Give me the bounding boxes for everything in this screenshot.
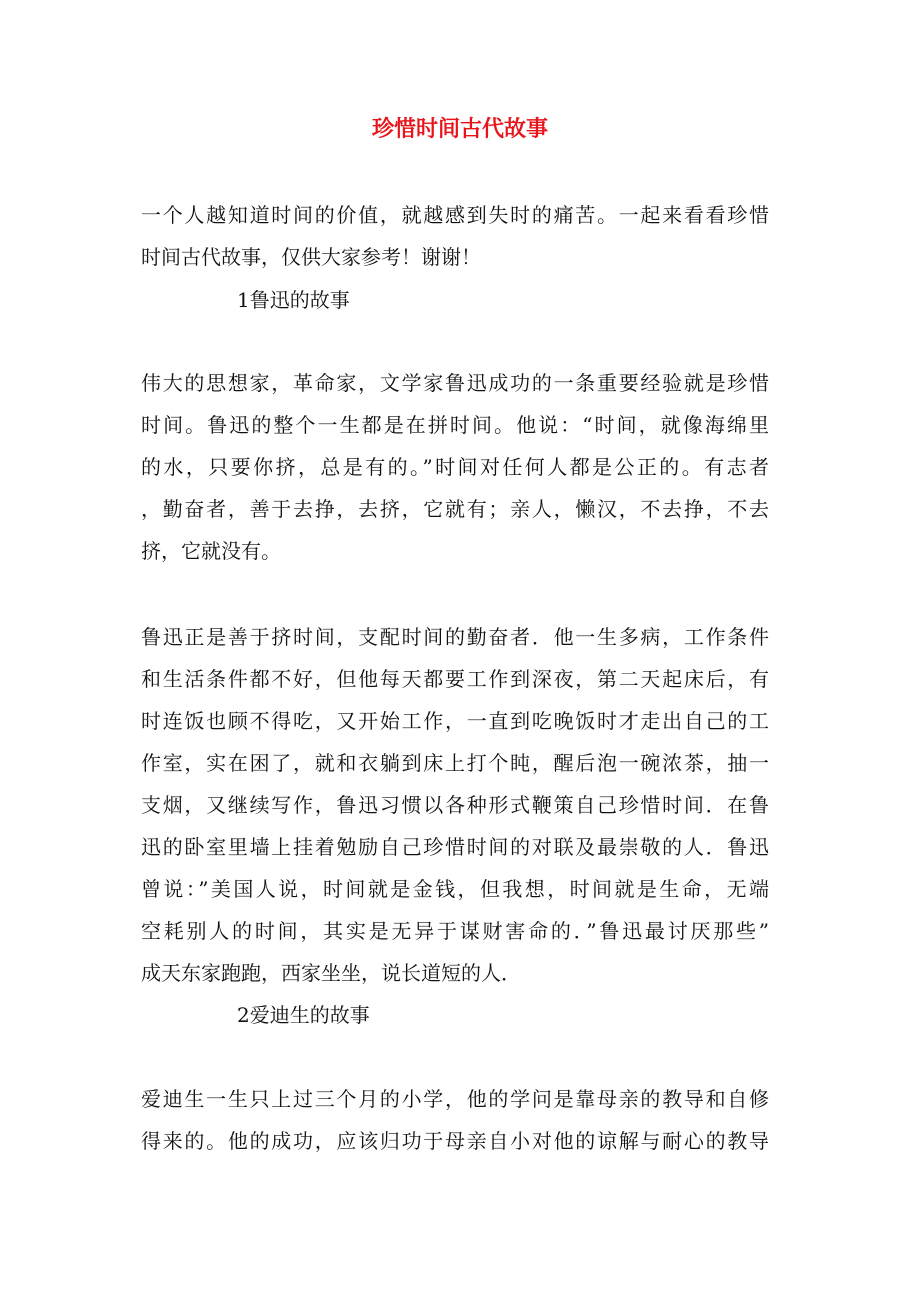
paragraph-line: 鲁迅正是善于挤时间，支配时间的勤奋者．他一生多病，工作条件 [141, 625, 769, 649]
paragraph-line: 空耗别人的时间，其实是无异于谋财害命的．”鲁迅最讨厌那些” [141, 919, 769, 943]
paragraph-line: 时连饭也顾不得吃，又开始工作，一直到吃晚饭时才走出自己的工 [141, 709, 769, 733]
section-heading-2: 2爱迪生的故事 [237, 1003, 370, 1027]
section-heading-1: 1鲁迅的故事 [237, 288, 350, 312]
paragraph-line: 伟大的思想家，革命家，文学家鲁迅成功的一条重要经验就是珍惜 [141, 371, 769, 395]
paragraph-line: 成天东家跑跑，西家坐坐，说长道短的人． [141, 961, 521, 985]
paragraph-line: 得来的。他的成功，应该归功于母亲自小对他的谅解与耐心的教导 [141, 1129, 769, 1153]
paragraph-line: 和生活条件都不好，但他每天都要工作到深夜，第二天起床后，有 [141, 667, 769, 691]
intro-line: 时间古代故事，仅供大家参考！谢谢！ [141, 245, 481, 269]
intro-line: 一个人越知道时间的价值，就越感到失时的痛苦。一起来看看珍惜 [141, 203, 769, 227]
paragraph-line: 迅的卧室里墙上挂着勉励自己珍惜时间的对联及最崇敬的人．鲁迅 [141, 835, 769, 859]
paragraph-line: 作室，实在困了，就和衣躺到床上打个盹，醒后泡一碗浓茶，抽一 [141, 751, 769, 775]
paragraph-line: 的水，只要你挤，总是有的。”时间对任何人都是公正的。有志者 [141, 455, 769, 479]
paragraph-line: 挤，它就没有。 [141, 539, 281, 563]
paragraph-line: ，勤奋者，善于去挣，去挤，它就有；亲人，懒汉，不去挣，不去 [141, 497, 769, 521]
paragraph-line: 支烟，又继续写作，鲁迅习惯以各种形式鞭策自己珍惜时间．在鲁 [141, 793, 769, 817]
document-title: 珍惜时间古代故事 [371, 116, 548, 142]
paragraph-line: 爱迪生一生只上过三个月的小学，他的学问是靠母亲的教导和自修 [141, 1087, 769, 1111]
paragraph-line: 曾说：”美国人说，时间就是金钱，但我想，时间就是生命，无端 [141, 877, 769, 901]
paragraph-line: 时间。鲁迅的整个一生都是在拼时间。他说：“时间，就像海绵里 [141, 413, 769, 437]
